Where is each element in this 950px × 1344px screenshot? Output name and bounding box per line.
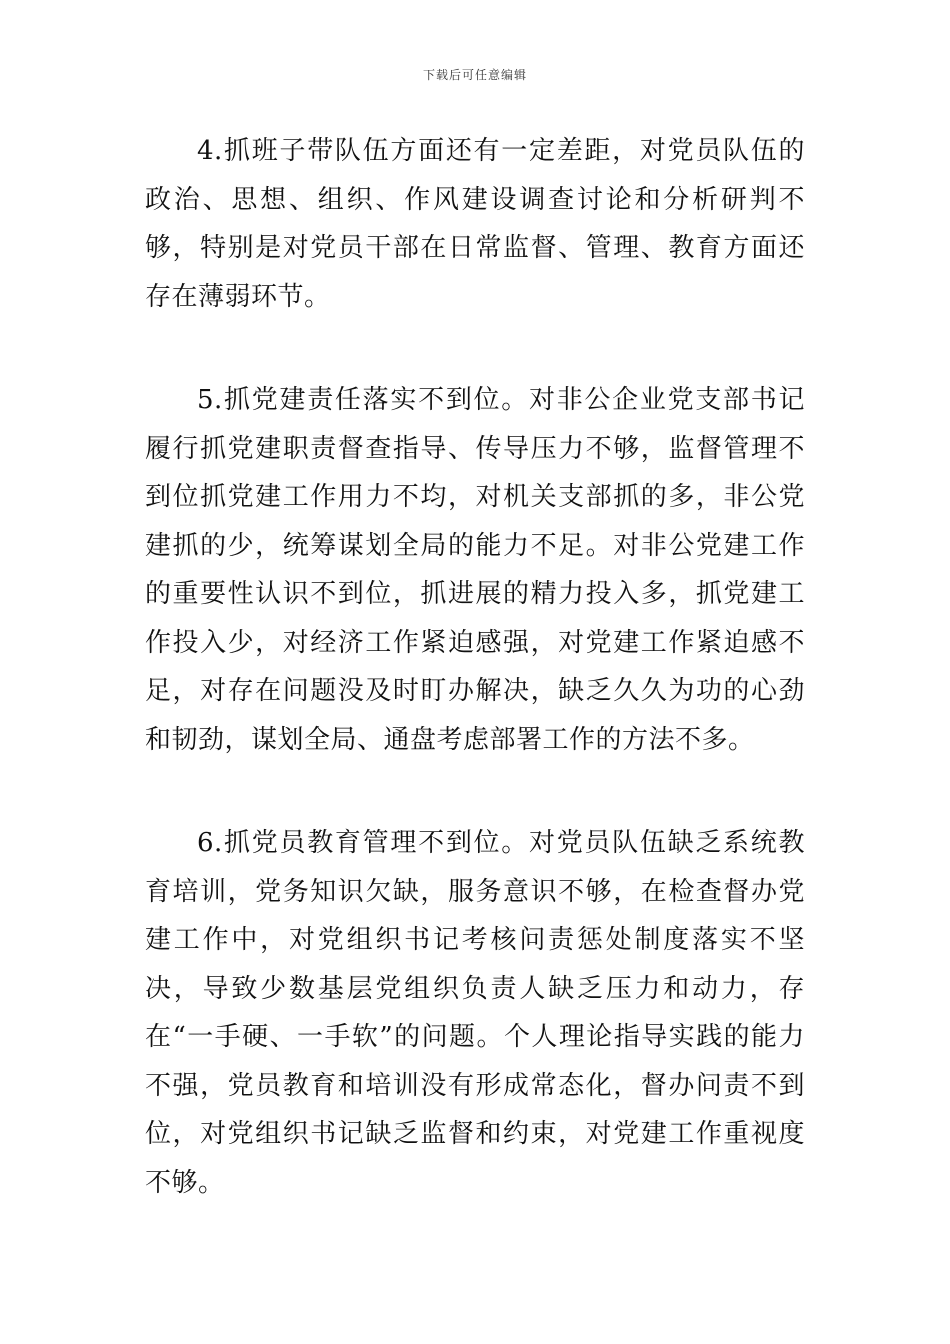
- header-note: 下载后可任意编辑: [422, 68, 527, 82]
- paragraph-4: 4.抓班子带队伍方面还有一定差距，对党员队伍的政治、思想、组织、作风建设调查讨论和分析研判不够，特别是对党员干部在日常监督、管理、教育方面还存在薄弱环节。: [145, 136, 805, 312]
- document-body: [145, 127, 805, 1207]
- paragraph-6: 6.抓党员教育管理不到位。对党员队伍缺乏系统教育培训，党务知识欠缺，服务意识不够，在检查督办党建工作中，对党组织书记考核问责惩处制度落实不坚决，导致少数基层党组织负责人缺乏压力和动力，存在“一手硬、一手软”的问题。个人理论指导实践的能力不强，党员教育和培训没有形成常态化，督办问责不到位，对党组织书记缺乏监督和约束，对党建工作重视度不够。: [145, 828, 805, 1198]
- paragraph-5: 5.抓党建责任落实不到位。对非公企业党支部书记履行抓党建职责督查指导、传导压力不够，监督管理不到位抓党建工作用力不均，对机关支部抓的多，非公党建抓的少，统筹谋划全局的能力不足。对非公党建工作的重要性认识不到位，抓进展的精力投入多，抓党建工作投入少，对经济工作紧迫感强，对党建工作紧迫感不足，对存在问题没及时盯办解决，缺乏久久为功的心劲和韧劲，谋划全局、通盘考虑部署工作的方法不多。: [145, 385, 805, 755]
